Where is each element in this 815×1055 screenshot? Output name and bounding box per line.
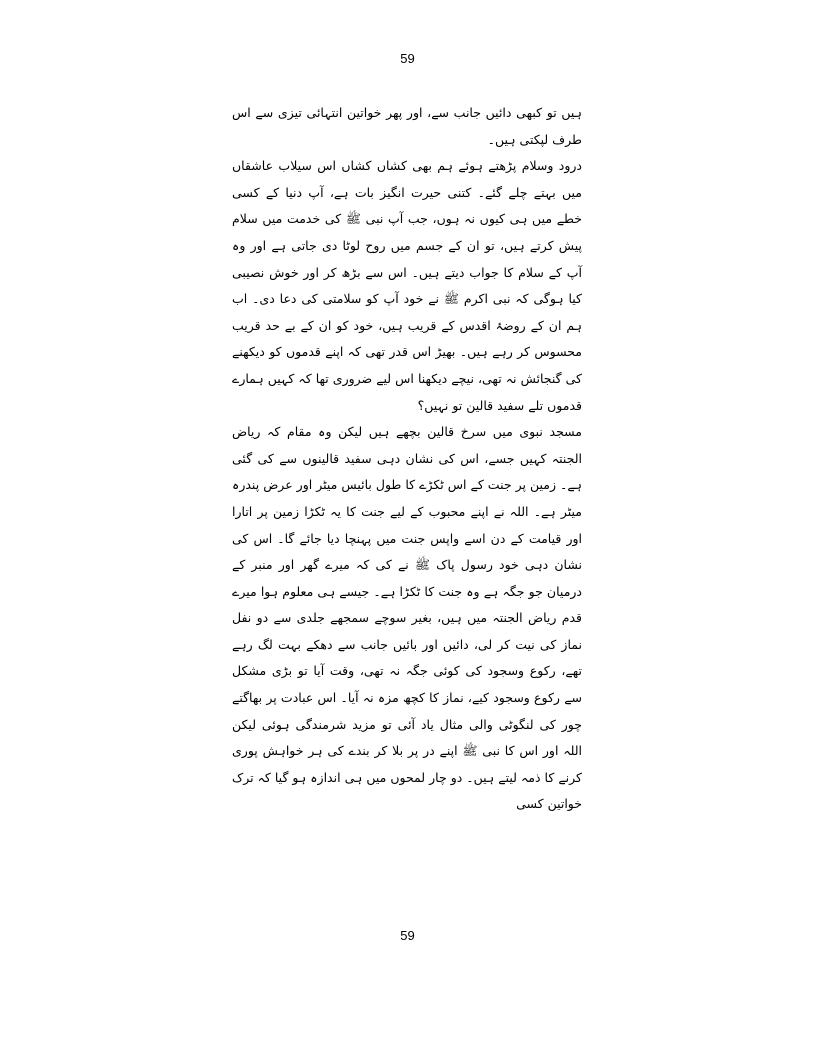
paragraph-2: درود وسلام پڑھتے ہوئے ہم بھی کشاں کشاں اس سیلاب عاشقاں میں بہتے چلے گئے۔ کتنی حیرت انگیز بات ہے، آپ دنیا کے کسی خطے میں ہی کیوں نہ ہوں، جب آپ نبی ﷺ کی خدمت میں سلام پیش کرتے ہیں، تو ان کے جسم میں روح لوٹا دی جاتی ہے اور وہ آپ کے سلام کا جواب دیتے ہیں۔ اس سے بڑھ کر اور خوش نصیبی کیا ہوگی کہ نبی اکرم ﷺ نے خود آپ کو سلامتی کی دعا دی۔ اب ہم ان کے روضۂ اقدس کے قریب ہیں، خود کو ان کے بے حد قریب محسوس کر رہے ہیں۔ بھیڑ اس قدر تھی کہ اپنے قدموں کو دیکھنے کی گنجائش نہ تھی، نیچے دیکھنا اس لیے ضروری تھا کہ کہیں ہمارے قدموں تلے سفید قالین تو نہیں؟ bbox=[232, 158, 582, 413]
paragraph-3: مسجد نبوی میں سرخ قالین بچھے ہیں لیکن وہ مقام کہ ریاض الجنتہ کہیں جسے، اس کی نشان دہی سفید قالینوں سے کی گئی ہے۔ زمین پر جنت کے اس ٹکڑے کا طول بائیس میٹر اور عرض پندرہ میٹر ہے۔ اللہ نے اپنے محبوب کے لیے جنت کا یہ ٹکڑا زمین پر اتارا اور قیامت کے دن اسے واپس جنت میں پہنچا دیا جائے گا۔ اس کی نشان دہی خود رسول پاک ﷺ نے کی کہ میرے گھر اور منبر کے درمیان جو جگہ ہے وہ جنت کا ٹکڑا ہے۔ جیسے ہی معلوم ہوا میرے قدم ریاض الجنتہ میں ہیں، بغیر سوچے سمجھے جلدی سے دو نفل نماز کی نیت کر لی، دائیں اور بائیں جانب سے دھکے بہت لگ رہے تھے، رکوع وسجود کی کوئی جگہ نہ تھی، وقت آیا تو بڑی مشکل سے رکوع وسجود کیے، نماز کا کچھ مزہ نہ آیا۔ اس عبادت پر بھاگتے چور کی لنگوٹی والی مثال یاد آئی تو مزید شرمندگی ہوئی لیکن اللہ اور اس کا نبی ﷺ اپنے در پر بلا کر بندے کی ہر خواہش پوری کرنے کا ذمہ لیتے ہیں۔ دو چار لمحوں میں ہی اندازہ ہو گیا کہ ترک خواتین کسی bbox=[232, 424, 582, 812]
paragraph-1: ہیں تو کبھی دائیں جانب سے، اور پھر خواتین انتہائی تیزی سے اس طرف لپکتی ہیں۔ bbox=[232, 105, 582, 147]
page-number-bottom: 59 bbox=[400, 928, 415, 943]
body-text bbox=[232, 100, 582, 818]
page-number-top: 59 bbox=[400, 51, 415, 66]
